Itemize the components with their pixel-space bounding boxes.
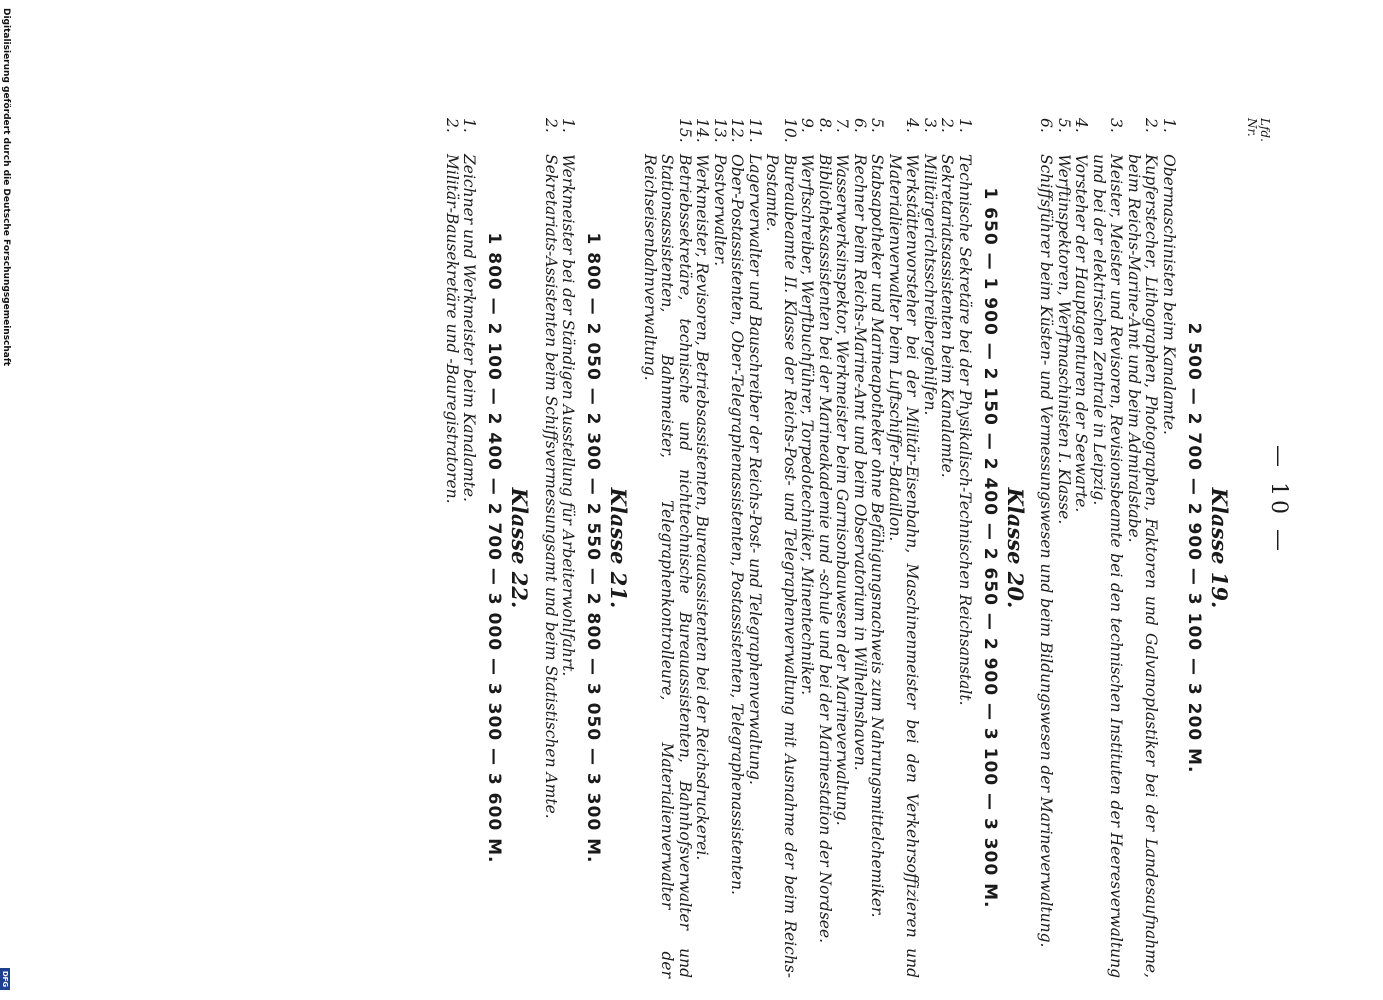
item-number: 4. bbox=[903, 118, 922, 133]
list-item bbox=[798, 118, 816, 978]
list-item bbox=[868, 118, 886, 978]
list-item bbox=[1125, 118, 1160, 978]
item-text: Sekretariatsassistenten beim Kanalamte. bbox=[938, 154, 957, 478]
item-text: Ober-Postassistenten, Ober-Telegraphenassistenten, Postassistenten, Telegraphenassistenten. bbox=[728, 154, 747, 895]
list-item bbox=[1072, 118, 1090, 978]
item-text: Kupferstecher, Lithographen, Photographen, Faktoren und Galvanoplastiker bei der Landesaufnahme, beim Reichs-Marine-Amt und beim Admiralstabe. bbox=[1125, 154, 1161, 978]
item-number: 9. bbox=[798, 118, 817, 133]
item-text: Obermaschinisten beim Kanalamte. bbox=[1160, 154, 1178, 435]
item-text: Werkmeister, Revisoren, Betriebsassistenten, Bureauassistenten bei der Reichsdruckerei. bbox=[693, 154, 712, 861]
list-item bbox=[956, 118, 974, 978]
item-text: Zeichner und Werkmeister beim Kanalamte. bbox=[460, 154, 479, 502]
item-number: 5. bbox=[868, 118, 887, 133]
salary-scale: 1 650 — 1 900 — 2 150 — 2 400 — 2 650 — 2 900 — 3 100 — 3 300 M. bbox=[980, 187, 1000, 909]
item-text: Rechner beim Reichs-Marine-Amt und beim Observatorium in Wilhelmshaven. bbox=[851, 154, 869, 771]
list-item bbox=[1160, 118, 1178, 978]
item-number: 1. bbox=[1160, 118, 1178, 133]
section-spacer bbox=[633, 118, 641, 978]
item-number: 6. bbox=[1037, 118, 1056, 133]
item-number: 7. bbox=[833, 118, 852, 133]
item-number: 2. bbox=[938, 118, 957, 133]
klasse-21-section bbox=[542, 118, 631, 978]
list-item bbox=[1055, 118, 1073, 978]
item-text: Schiffsführer beim Küsten- und Vermessungswesen und beim Bildungswesen der Marineverwaltung. bbox=[1037, 154, 1056, 948]
item-number: 5. bbox=[1055, 118, 1073, 133]
item-text: Vorsteher der Hauptagenturen der Seewarte. bbox=[1072, 154, 1091, 513]
item-text: Postverwalter. bbox=[711, 154, 729, 267]
item-text: Technische Sekretäre bei der Physikalisch-Technischen Reichsanstalt. bbox=[956, 154, 974, 706]
section-title: Klasse 19. bbox=[1207, 487, 1232, 609]
list-item bbox=[851, 118, 869, 978]
item-text: Werkstättenvorsteher bei der Militär-Eisenbahn, Maschinenmeister bei den Verkehrsoffizieren und Materialienverwalter beim Luftschiffer-Bataillon. bbox=[886, 154, 922, 978]
item-number: 13. bbox=[711, 118, 729, 143]
item-number: 11. bbox=[746, 118, 764, 143]
item-number: 14. bbox=[693, 118, 712, 143]
list-item bbox=[938, 118, 956, 978]
item-text: Bibliotheksassistenten bei der Marineakademie und -schule und bei der Marinestation der Nordsee. bbox=[816, 154, 834, 944]
item-number: 1. bbox=[956, 118, 974, 133]
item-text: Betriebssekretäre, technische und nichttechnische Bureauassistenten, Bahnhofsverwalter und Stationsassistenten, Bahnmeister, Telegraphenkontrolleure, Materialienverwalter der Reichseisenbahnverwaltung. bbox=[641, 154, 694, 978]
digitization-footer bbox=[0, 0, 11, 1000]
list-item bbox=[763, 118, 798, 978]
klasse-22-section bbox=[443, 118, 532, 978]
list-item bbox=[542, 118, 560, 978]
item-number: 2. bbox=[1142, 118, 1161, 133]
salary-scale: 1 800 — 2 050 — 2 300 — 2 550 — 2 800 — 3 050 — 3 300 M. bbox=[583, 232, 604, 864]
section-title: Klasse 20. bbox=[1003, 487, 1028, 609]
item-number: 15. bbox=[676, 118, 694, 143]
salary-scale: 1 800 — 2 100 — 2 400 — 2 700 — 3 000 — 3 300 — 3 600 M. bbox=[484, 232, 505, 864]
item-number: 4. bbox=[1072, 118, 1091, 133]
klasse-20-section bbox=[641, 118, 1028, 978]
item-text: Meister, Meister und Revisoren, Revisionsbeamte bei den technischen Instituten der Heeresverwaltung und bei der elektrischen Zentrale in Leipzig. bbox=[1090, 154, 1126, 978]
list-item bbox=[460, 118, 478, 978]
column-heading-lfd-nr: Lfd. Nr. bbox=[1245, 118, 1272, 142]
document-body bbox=[443, 118, 1234, 978]
section-title: Klasse 22. bbox=[507, 487, 533, 609]
list-item bbox=[641, 118, 694, 978]
item-text: Werftschreiber, Werftbuchführer, Torpedotechniker, Minentechniker. bbox=[798, 154, 817, 696]
item-number: 2. bbox=[443, 118, 461, 133]
dfg-logo: DFG bbox=[0, 968, 10, 990]
digitization-note: Digitalisierung gefördert durch die Deutsche Forschungsgemeinschaft bbox=[1, 8, 11, 367]
list-item bbox=[921, 118, 939, 978]
list-item bbox=[886, 118, 921, 978]
salary-scale: 2 500 — 2 700 — 2 900 — 3 100 — 3 200 M. bbox=[1184, 322, 1204, 774]
item-number: 10. bbox=[781, 118, 799, 143]
section-spacer bbox=[534, 118, 542, 978]
item-text: Lagerverwalter und Bauschreiber der Reichs-Post- und Telegraphenverwaltung. bbox=[746, 154, 764, 785]
list-item bbox=[1037, 118, 1055, 978]
item-text: Sekretariats-Assistenten beim Schiffsvermessungsamt und beim Statistischen Amte. bbox=[542, 154, 560, 819]
item-number: 2. bbox=[542, 118, 560, 133]
list-item bbox=[728, 118, 746, 978]
item-number: 1. bbox=[559, 118, 578, 133]
item-text: Militär-Bausekretäre und -Bauregistratoren. bbox=[443, 154, 461, 504]
list-item bbox=[833, 118, 851, 978]
list-item bbox=[1090, 118, 1125, 978]
item-number: 3. bbox=[1107, 118, 1126, 133]
item-text: Bureaubeamte II. Klasse der Reichs-Post- und Telegraphenverwaltung mit Ausnahme der beim Reichs-Postamte. bbox=[763, 154, 799, 978]
list-item bbox=[711, 118, 729, 978]
item-number: 12. bbox=[728, 118, 747, 143]
list-item bbox=[746, 118, 764, 978]
klasse-19-section bbox=[1037, 118, 1231, 978]
section-spacer bbox=[1029, 118, 1037, 978]
item-number: 3. bbox=[921, 118, 939, 133]
list-item bbox=[693, 118, 711, 978]
item-text: Militärgerichtsschreibergehilfen. bbox=[921, 154, 939, 416]
item-number: 1. bbox=[460, 118, 479, 133]
list-item bbox=[443, 118, 461, 978]
item-number: 6. bbox=[851, 118, 869, 133]
item-text: Wasserwerksinspektor, Werkmeister beim Garnisonbauwesen der Marineverwaltung. bbox=[833, 154, 852, 826]
item-number: 8. bbox=[816, 118, 834, 133]
section-title: Klasse 21. bbox=[606, 487, 632, 609]
page-number: — 10 — bbox=[1266, 445, 1291, 555]
list-item bbox=[816, 118, 834, 978]
item-text: Werftinspektoren, Werftmaschinisten I. Klasse. bbox=[1055, 154, 1073, 525]
item-text: Werkmeister bei der Ständigen Ausstellung für Arbeiterwohlfahrt. bbox=[559, 154, 578, 677]
list-item bbox=[559, 118, 577, 978]
item-text: Stabsapotheker und Marineapotheker ohne Befähigungsnachweis zum Nahrungsmittelchemiker. bbox=[868, 154, 887, 918]
